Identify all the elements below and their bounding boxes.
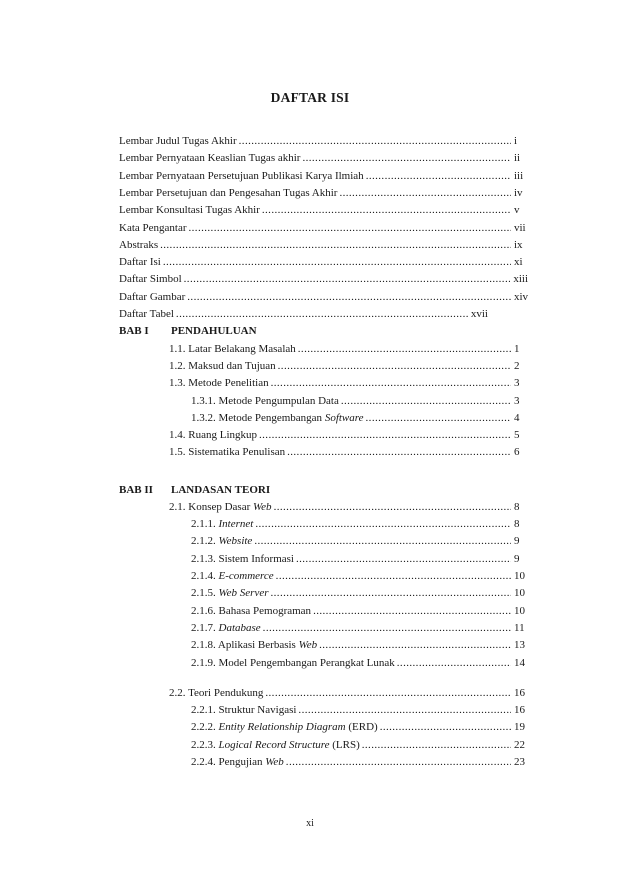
dot-leader <box>298 342 511 356</box>
entry-title <box>191 703 296 717</box>
toc-entry-subsection <box>191 534 528 548</box>
entry-title-text: 2.1.9. <box>191 656 219 669</box>
dot-leader <box>286 755 511 769</box>
entry-title-text: Lembar Judul Tugas Akhir <box>119 135 237 147</box>
toc-entry-subsection <box>191 755 528 769</box>
entry-title-text: Lembar Persetujuan dan Pengesahan Tugas Akhir <box>119 186 338 199</box>
entry-page-number: ii <box>514 152 521 165</box>
entry-page-number: ix <box>514 238 523 251</box>
entry-title-text: 2.1.1. <box>191 518 219 531</box>
entry-title-text: Lembar Pernyataan Keaslian Tugas akhir <box>119 152 301 165</box>
entry-title-text: Kata Pengantar <box>119 221 187 234</box>
dot-leader <box>187 290 511 304</box>
entry-title <box>169 445 285 459</box>
toc-entry-front-matter <box>119 255 528 269</box>
toc-entry-front-matter <box>119 186 528 200</box>
entry-page-number: xiii <box>513 273 528 286</box>
entry-title-text: Pengujian <box>218 756 266 769</box>
entry-title <box>191 638 317 652</box>
entry-page-number: 11 <box>514 621 525 634</box>
entry-page-number: xiv <box>513 290 528 303</box>
entry-title-text: Daftar Gambar <box>119 290 186 303</box>
entry-page-number: 22 <box>514 738 525 751</box>
entry-page-number: iii <box>514 169 524 182</box>
entry-title-text: Bahasa Pemograman <box>218 604 312 617</box>
entry-title <box>119 221 187 235</box>
dot-leader <box>362 738 511 752</box>
dot-leader <box>276 569 511 583</box>
toc-entry-subsection <box>191 517 528 531</box>
dot-leader <box>163 255 511 269</box>
dot-leader <box>184 272 511 286</box>
dot-leader <box>239 134 511 148</box>
toc-entry-front-matter <box>119 290 528 304</box>
entry-page-number: 16 <box>514 704 525 717</box>
entry-title-text: Sistem Informasi <box>218 552 294 565</box>
entry-title <box>169 686 263 700</box>
entry-title <box>119 272 182 286</box>
entry-page-number: i <box>514 135 518 147</box>
dot-leader <box>265 686 511 700</box>
chapter-title: PENDAHULUAN <box>171 325 257 338</box>
entry-page-number: 8 <box>514 500 520 513</box>
entry-title-text: Konsep Dasar <box>188 500 254 513</box>
entry-title <box>119 186 337 200</box>
entry-title <box>169 342 296 356</box>
entry-title-text: Struktur Navigasi <box>218 704 297 717</box>
entry-title-italic: Software <box>324 411 364 424</box>
dot-leader <box>176 307 468 321</box>
toc-entry-subsection <box>191 738 528 752</box>
entry-title-italic: Entity Relationship Diagram <box>218 721 346 734</box>
entry-title-text: 2.2.1. <box>191 704 219 717</box>
chapter-title: LANDASAN TEORI <box>171 483 271 496</box>
entry-title <box>191 604 311 618</box>
entry-page-number: 23 <box>514 756 525 769</box>
toc-entry-front-matter <box>119 272 528 286</box>
entry-title-text: Teori Pendukung <box>188 686 264 699</box>
dot-leader <box>296 552 511 566</box>
entry-title <box>191 394 339 408</box>
entry-title-text: 2.1.2. <box>191 535 219 548</box>
toc-entry-subsection <box>191 638 528 652</box>
dot-leader <box>160 238 511 252</box>
entry-page-number: 4 <box>514 411 520 424</box>
dot-leader <box>302 151 511 165</box>
dot-leader <box>287 445 511 459</box>
entry-page-number: 10 <box>514 604 525 617</box>
entry-page-number: 9 <box>514 552 520 565</box>
entry-page-number: 10 <box>514 587 525 600</box>
entry-title-italic: Web <box>298 639 318 652</box>
entry-page-number: 8 <box>514 518 520 531</box>
entry-title-text: Daftar Simbol <box>119 273 182 286</box>
toc-entry-subsection <box>191 703 528 717</box>
entry-title-text: (ERD) <box>345 721 378 734</box>
entry-page-number: 3 <box>514 394 520 407</box>
entry-title <box>191 720 378 734</box>
entry-title <box>191 586 269 600</box>
toc-entry-section <box>169 376 528 390</box>
dot-leader <box>319 638 511 652</box>
entry-title-text: Abstraks <box>119 238 159 251</box>
entry-title-text: 2.2.2. <box>191 721 219 734</box>
toc-entry-subsection <box>191 720 528 734</box>
entry-title <box>119 203 260 217</box>
entry-page-number: 6 <box>514 446 520 459</box>
entry-page-number: 13 <box>514 639 525 652</box>
toc-entry-front-matter <box>119 169 528 183</box>
entry-title <box>191 534 252 548</box>
dot-leader <box>341 394 511 408</box>
entry-title-text: 2.2. <box>169 686 189 699</box>
dot-leader <box>263 621 511 635</box>
entry-title-text: 2.2.4. <box>191 756 219 769</box>
entry-page-number: vii <box>514 221 526 234</box>
entry-title-text: 2.1.7. <box>191 621 219 634</box>
toc-entry-front-matter <box>119 221 528 235</box>
dot-leader <box>366 411 511 425</box>
chapter-number: BAB II <box>119 483 153 496</box>
entry-page-number: 14 <box>514 656 525 669</box>
entry-title <box>191 656 395 670</box>
dot-leader <box>254 534 511 548</box>
entry-title-italic: E-commerce <box>218 570 274 583</box>
toc-entry-subsection <box>191 411 528 425</box>
entry-title <box>119 307 174 321</box>
entry-page-number: xi <box>514 256 523 269</box>
page-title: DAFTAR ISI <box>270 90 350 105</box>
entry-title <box>191 738 360 752</box>
entry-title <box>191 755 284 769</box>
entry-title <box>169 500 272 514</box>
toc-entry-section <box>169 500 528 514</box>
entry-title-italic: Web <box>265 756 284 769</box>
toc-entry-subsection <box>191 569 528 583</box>
toc-entry-subsection <box>191 552 528 566</box>
entry-title-text: Sistematika Penulisan <box>188 446 286 459</box>
entry-title-text: Daftar Isi <box>119 256 161 269</box>
toc-entry-section <box>169 428 528 442</box>
toc-entry-front-matter <box>119 238 528 252</box>
entry-title-text: Metode Penelitian <box>188 377 269 390</box>
entry-title-text: 1.3.1. <box>191 394 219 407</box>
entry-title <box>191 621 261 635</box>
entry-title-text: 1.3. <box>169 377 189 390</box>
entry-title-italic: Web Server <box>218 587 269 600</box>
entry-title-text: 2.1. <box>169 500 189 513</box>
entry-title-text: 2.1.5. <box>191 587 219 600</box>
page-number: xi <box>306 818 314 829</box>
entry-title-italic: Logical Record Structure <box>218 738 330 751</box>
dot-leader <box>259 428 511 442</box>
entry-title <box>191 411 364 425</box>
entry-title-text: 1.2. <box>169 359 189 372</box>
entry-title-text: Daftar Tabel <box>119 308 174 320</box>
entry-page-number: 19 <box>514 721 525 734</box>
toc-entry-front-matter <box>119 307 488 321</box>
entry-title-italic: Internet <box>218 518 254 531</box>
dot-leader <box>298 703 511 717</box>
entry-title <box>191 517 253 531</box>
dot-leader <box>189 221 512 235</box>
entry-title-text: 1.3.2. <box>191 411 219 424</box>
entry-title-text: Latar Belakang Masalah <box>188 342 296 355</box>
entry-page-number: 2 <box>514 359 520 372</box>
entry-title-italic: Database <box>218 621 261 634</box>
entry-title <box>119 238 158 252</box>
entry-title <box>119 134 237 148</box>
entry-title <box>169 359 276 373</box>
entry-title-text: Ruang Lingkup <box>188 429 257 442</box>
entry-title-text: 1.4. <box>169 429 189 442</box>
entry-page-number: 5 <box>514 429 520 442</box>
entry-title <box>119 255 161 269</box>
toc-entry-section <box>169 445 528 459</box>
entry-title-italic: Web <box>253 500 272 513</box>
entry-title <box>191 569 274 583</box>
entry-title-text: 1.1. <box>169 342 189 355</box>
entry-page-number: iv <box>514 186 523 199</box>
toc-entry-subsection <box>191 604 528 618</box>
entry-title-text: Lembar Pernyataan Persetujuan Publikasi Karya Ilmiah <box>119 169 364 182</box>
toc-entry-subsection <box>191 621 528 635</box>
entry-page-number: 16 <box>514 686 525 699</box>
toc-entry-section <box>169 359 528 373</box>
dot-leader <box>278 359 511 373</box>
toc-entry-subsection <box>191 656 528 670</box>
entry-page-number: 9 <box>514 535 520 548</box>
entry-title <box>191 552 294 566</box>
entry-title-text: Metode Pengumpulan Data <box>218 394 339 407</box>
entry-page-number: xvii <box>470 308 488 320</box>
toc-entry-front-matter <box>119 151 528 165</box>
toc-entry-section <box>169 342 528 356</box>
toc-entry-section <box>169 686 528 700</box>
toc-entry-front-matter <box>119 203 528 217</box>
toc-entry-subsection <box>191 394 528 408</box>
entry-title <box>119 290 185 304</box>
toc-entry-subsection <box>191 586 528 600</box>
entry-title <box>119 151 300 165</box>
entry-title <box>119 169 364 183</box>
dot-leader <box>255 517 511 531</box>
dot-leader <box>271 376 511 390</box>
entry-title-text: Maksud dan Tujuan <box>188 359 276 372</box>
entry-page-number: 10 <box>514 570 525 583</box>
entry-page-number: 3 <box>514 377 520 390</box>
entry-title-text: 2.1.4. <box>191 570 219 583</box>
entry-title-text: (LRS) <box>329 738 360 751</box>
dot-leader <box>339 186 511 200</box>
entry-title-text: Aplikasi Berbasis <box>217 639 299 652</box>
entry-title <box>169 428 257 442</box>
entry-title-text: Model Pengembangan Perangkat Lunak <box>218 656 395 669</box>
entry-title-text: Metode Pengembangan <box>218 411 325 424</box>
dot-leader <box>397 656 511 670</box>
entry-page-number: v <box>514 204 520 217</box>
entry-title-italic: Website <box>218 535 253 548</box>
entry-title-text: 2.1.3. <box>191 552 219 565</box>
entry-page-number: 1 <box>514 342 520 355</box>
entry-title-text: 2.1.8. <box>191 639 218 652</box>
entry-title <box>169 376 269 390</box>
entry-title-text: 1.5. <box>169 446 189 459</box>
toc-entry-front-matter <box>119 134 528 148</box>
entry-title-text: Lembar Konsultasi Tugas Akhir <box>119 204 260 217</box>
entry-title-text: 2.2.3. <box>191 738 219 751</box>
chapter-number: BAB I <box>119 325 149 338</box>
dot-leader <box>366 169 511 183</box>
dot-leader <box>262 203 511 217</box>
dot-leader <box>274 500 511 514</box>
dot-leader <box>313 604 511 618</box>
dot-leader <box>271 586 512 600</box>
entry-title-text: 2.1.6. <box>191 604 219 617</box>
dot-leader <box>380 720 511 734</box>
